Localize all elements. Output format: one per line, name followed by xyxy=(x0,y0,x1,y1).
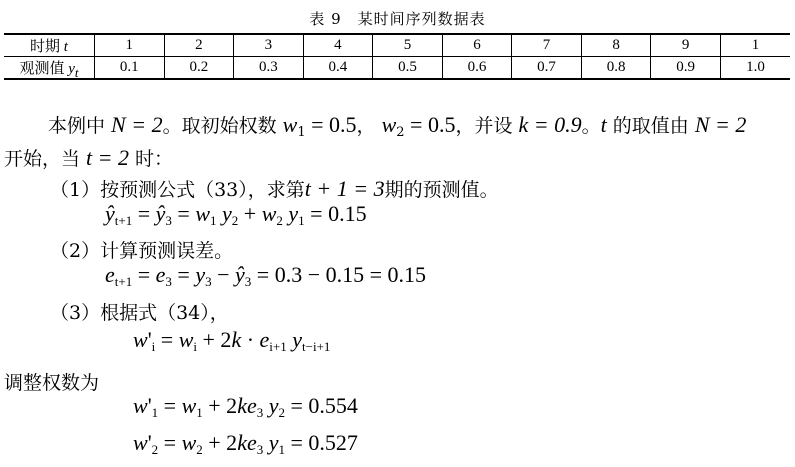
intro-paragraph: 本例中 N = 2。取初始权数 $w_1 = 0.5$， $w_2 = 0.5$，并设 k = 0.9。t 的取值由 N = 2 xyxy=(48,112,747,140)
table-row-values xyxy=(4,57,790,80)
weight-1-result: $w'_1 = w_1 + 2ke_3$ $y_2 = 0.554$ xyxy=(133,393,358,420)
table-caption: 表 9 某时间序列数据表 xyxy=(309,10,486,28)
step-1-text: （1）按预测公式（33），求第t + 1 = 3期的预测值。 xyxy=(50,176,499,201)
value-cell: 0.1 xyxy=(95,57,165,80)
period-cell: 2 xyxy=(164,34,234,57)
time-series-table xyxy=(4,33,790,80)
intro-paragraph-line2: 开始，当 t = 2 时： xyxy=(4,145,174,170)
step-3-text: （3）根据式（34）， xyxy=(50,302,229,324)
weight-update-formula: $w'_i = w_i + 2k \cdot e_{i+1}$ $y_{t-i+1}$ xyxy=(133,327,331,354)
value-cell: 0.5 xyxy=(373,57,443,80)
period-cell: 7 xyxy=(512,34,582,57)
adjust-weights-text: 调整权数为 xyxy=(4,372,100,394)
value-cell: 0.2 xyxy=(164,57,234,80)
period-cell: 4 xyxy=(303,34,373,57)
forecast-formula: $ŷ_{t+1}$ = $ŷ_3 = w_1$ $y_2 + w_2$ $y_1 = 0.15$ xyxy=(105,201,367,228)
period-cell: 1 xyxy=(720,34,790,57)
value-cell: 0.4 xyxy=(303,57,373,80)
weight-2-result: $w'_2 = w_2 + 2ke_3$ $y_1 = 0.527$ xyxy=(133,430,358,457)
value-cell: 0.3 xyxy=(234,57,304,80)
value-cell: 0.7 xyxy=(512,57,582,80)
period-cell: 8 xyxy=(581,34,651,57)
error-formula: $e_{t+1} = e_3 = y_3$ − $ŷ_3 = 0.3 - 0.15 = 0.15$ xyxy=(105,262,427,289)
row-header-observed: 观测值 $y_t$ xyxy=(4,57,95,80)
value-cell: 1.0 xyxy=(720,57,790,80)
period-cell: 3 xyxy=(234,34,304,57)
row-header-period: 时期 t xyxy=(4,34,95,57)
value-cell: 0.9 xyxy=(651,57,721,80)
period-cell: 6 xyxy=(442,34,512,57)
period-cell: 9 xyxy=(651,34,721,57)
value-cell: 0.8 xyxy=(581,57,651,80)
table-row-periods xyxy=(4,34,790,57)
period-cell: 1 xyxy=(95,34,165,57)
value-cell: 0.6 xyxy=(442,57,512,80)
step-2-text: （2）计算预测误差。 xyxy=(50,240,234,262)
period-cell: 5 xyxy=(373,34,443,57)
